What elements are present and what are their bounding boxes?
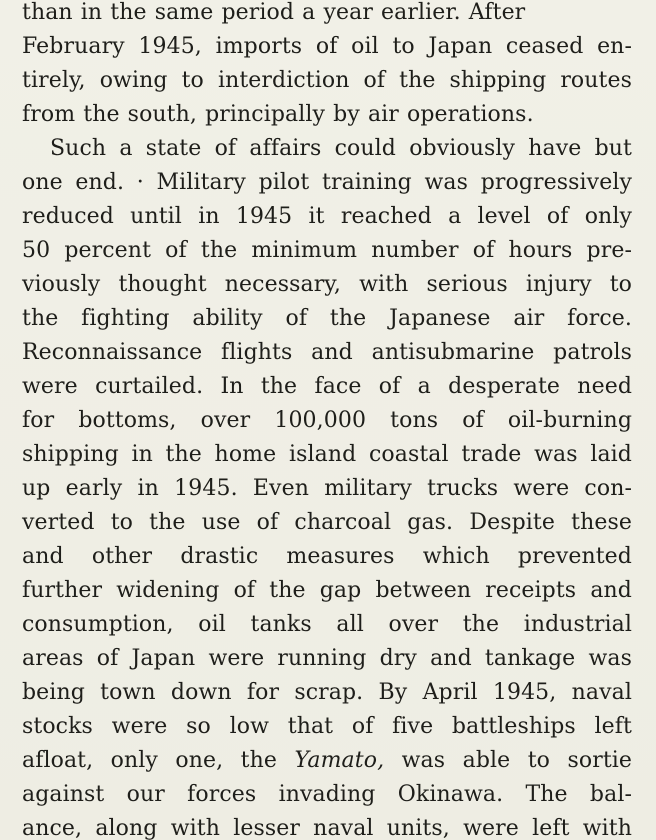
- text-line-p2-9: for bottoms, over 100,000 tons of oil-burning: [22, 408, 632, 433]
- text-line-p2-19: [22, 744, 632, 778]
- text-line-p1-4: from the south, principally by air operations.: [22, 102, 534, 127]
- text-line-p2-7: Reconnaissance flights and antisubmarine patrols: [22, 340, 632, 365]
- text-line-p2-20: against our forces invading Okinawa. The bal-: [22, 782, 632, 807]
- text-line-p2-19-lead: afloat, only one, the: [22, 748, 277, 773]
- text-line-p2-13: and other drastic measures which prevented: [22, 544, 632, 569]
- text-line-p2-6: the fighting ability of the Japanese air force.: [22, 306, 632, 331]
- text-line-p2-4: 50 percent of the minimum number of hours pre-: [22, 238, 632, 263]
- text-line-p1-1: than in the same period a year earlier. After: [22, 0, 526, 25]
- text-line-p2-21: ance, along with lesser naval units, were left with: [22, 816, 632, 840]
- ship-name-yamato: Yamato,: [294, 748, 385, 773]
- text-line-p2-19-tail: was able to sortie: [384, 748, 633, 773]
- text-line-p2-18: stocks were so low that of five battleships left: [22, 714, 632, 739]
- text-line-p2-15: consumption, oil tanks all over the industrial: [22, 612, 632, 637]
- text-line-p2-10: shipping in the home island coastal trade was laid: [22, 442, 632, 467]
- text-line-p2-8: were curtailed. In the face of a desperate need: [22, 374, 632, 399]
- text-line-p2-14: further widening of the gap between receipts and: [22, 578, 632, 603]
- text-line-p2-3: reduced until in 1945 it reached a level of only: [22, 204, 632, 229]
- text-line-p2-5: viously thought necessary, with serious injury to: [22, 272, 632, 297]
- text-line-p1-2: February 1945, imports of oil to Japan ceased en-: [22, 34, 632, 59]
- text-line-p1-3: tirely, owing to interdiction of the shipping routes: [22, 68, 632, 93]
- text-line-p2-1: Such a state of affairs could obviously have but: [50, 136, 632, 161]
- text-line-p2-11: up early in 1945. Even military trucks were con-: [22, 476, 632, 501]
- text-line-p2-2: one end. · Military pilot training was progressively: [22, 170, 632, 195]
- text-line-p2-16: areas of Japan were running dry and tankage was: [22, 646, 632, 671]
- text-line-p2-12: verted to the use of charcoal gas. Despite these: [22, 510, 632, 535]
- text-line-p2-17: being town down for scrap. By April 1945, naval: [22, 680, 632, 705]
